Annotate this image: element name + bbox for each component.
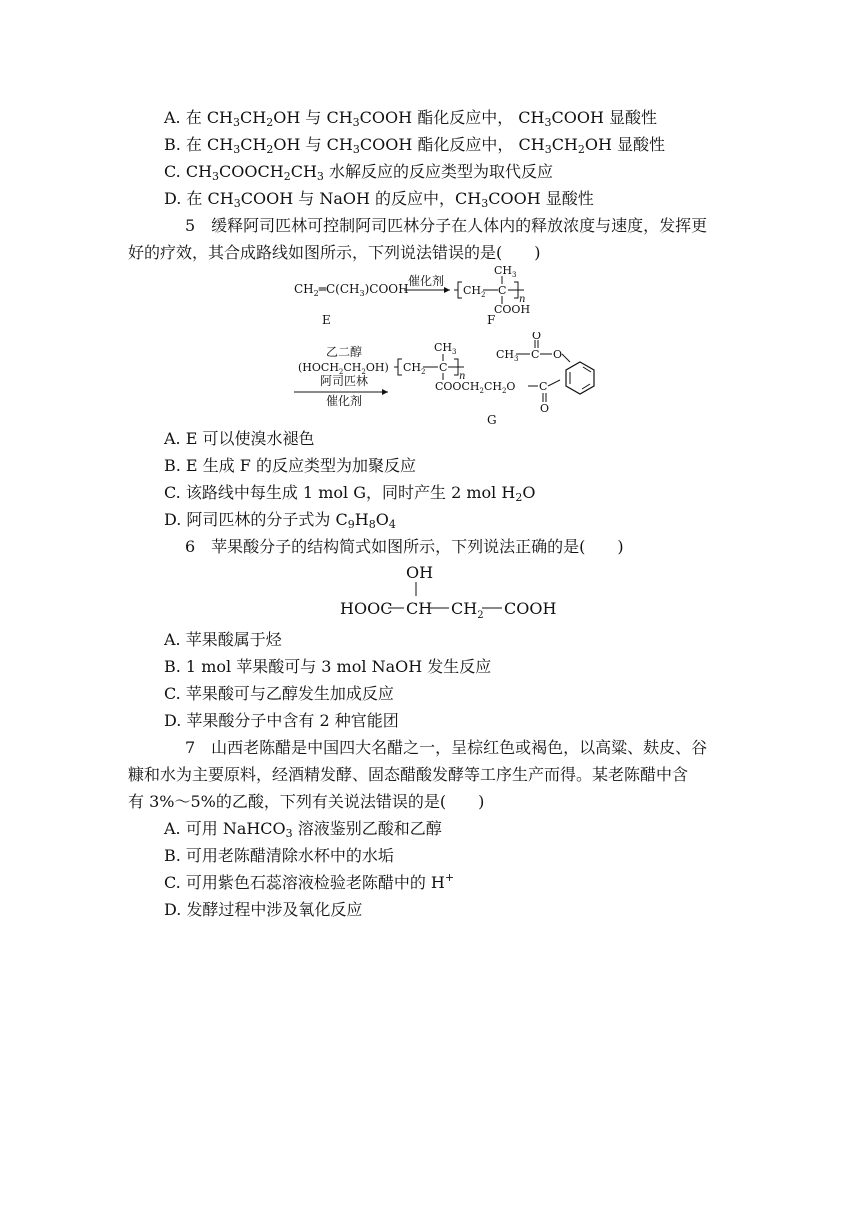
g-ch3: $CH_3$ — [434, 341, 457, 356]
f-ch3: $CH_3$ — [494, 264, 517, 279]
prev-option-b: B. 在 $CH_3CH_2OH$ 与 $CH_3COOH$ 酯化反应中， $CH_3CH_2OH$ 显酸性 — [164, 135, 666, 156]
arrow1-label: 催化剂 — [408, 274, 445, 288]
prev-option-a: A. 在 $CH_3CH_2OH$ 与 $CH_3COOH$ 酯化反应中， $CH_3COOH$ 显酸性 — [164, 108, 658, 129]
g-carbonyl-c: C — [539, 380, 548, 393]
q7-option-a: A. 可用 NaHCO$_3$ 溶液鉴别乙酸和乙醇 — [164, 819, 442, 840]
prev-option-c: C. $CH_3COOCH_2CH_3$ 水解反应的反应类型为取代反应 — [164, 162, 554, 183]
malic-ch2: $CH_2$ — [451, 599, 484, 621]
reaction-scheme-e-to-f — [290, 262, 570, 332]
q6-option-d: D. 苹果酸分子中含有 2 种官能团 — [164, 711, 399, 730]
malic-hooc: HOOC — [340, 599, 393, 618]
prev-option-d: D. 在 $CH_3COOH$ 与 NaOH 的反应中，$CH_3COOH$ 显酸性 — [164, 189, 594, 210]
reagent-catalyst: 催化剂 — [326, 394, 363, 408]
q7-option-c: C. 可用紫色石蕊溶液检验老陈醋中的 H+ — [164, 871, 455, 892]
f-c: C — [498, 284, 507, 297]
malic-oh: OH — [406, 563, 434, 582]
g-acetyl-ch3: $CH_3$ — [496, 348, 519, 363]
f-cooh: COOH — [494, 303, 531, 316]
q5-stem-line1: 5 缓释阿司匹林可控制阿司匹林分子在人体内的释放浓度与速度，发挥更 — [185, 216, 708, 235]
g-ester-chain: $COOCH_2CH_2O$ — [435, 380, 516, 395]
reagent-ethylene-glycol: 乙二醇 — [326, 345, 363, 359]
malic-ch: CH — [406, 599, 433, 618]
q5-option-c: C. 该路线中每生成 1 mol G，同时产生 2 mol $H_2O$ — [164, 483, 536, 504]
reagent-aspirin: 阿司匹林 — [320, 374, 369, 388]
f-n: n — [519, 294, 526, 305]
q6-option-a: A. 苹果酸属于烃 — [164, 630, 282, 649]
reagent-formula: $(HOCH_2CH_2OH)$ — [298, 361, 389, 376]
compound-e-formula: $CH_2═C(CH_3)COOH$ — [294, 282, 409, 298]
g-acetyl-o: O — [553, 348, 563, 361]
label-f: F — [487, 313, 496, 327]
q5-option-d: D. 阿司匹林的分子式为 $C_9H_8O_4$ — [164, 510, 396, 531]
g-acetyl-c: C — [531, 348, 540, 361]
q5-option-b: B. E 生成 F 的反应类型为加聚反应 — [164, 456, 416, 475]
malic-acid-structure — [336, 560, 566, 624]
g-ch2: $CH_2$ — [403, 361, 426, 376]
malic-cooh: COOH — [504, 599, 557, 618]
g-acetyl-o-top: O — [532, 332, 542, 342]
q6-option-c: C. 苹果酸可与乙醇发生加成反应 — [164, 684, 394, 703]
reaction-scheme-f-to-g — [290, 332, 610, 430]
q7-stem-line2: 糠和水为主要原料，经酒精发酵、固态醋酸发酵等工序生产而得。某老陈醋中含 — [128, 765, 689, 784]
g-carbonyl-o: O — [540, 402, 550, 415]
q7-stem-line1: 7 山西老陈醋是中国四大名醋之一，呈棕红色或褐色，以高粱、麸皮、谷 — [185, 738, 708, 757]
f-ch2: $CH_2$ — [463, 284, 486, 299]
q7-option-b: B. 可用老陈醋清除水杯中的水垢 — [164, 846, 394, 865]
q5-stem-line2: 好的疗效，其合成路线如图所示，下列说法错误的是( ) — [128, 243, 541, 262]
g-n: n — [459, 371, 466, 382]
q7-option-d: D. 发酵过程中涉及氧化反应 — [164, 900, 363, 919]
q6-stem: 6 苹果酸分子的结构简式如图所示，下列说法正确的是( ) — [185, 537, 624, 556]
q5-option-a: A. E 可以使溴水褪色 — [164, 429, 315, 448]
q6-option-b: B. 1 mol 苹果酸可与 3 mol NaOH 发生反应 — [164, 657, 492, 676]
label-e: E — [322, 313, 331, 327]
label-g: G — [487, 413, 497, 427]
g-c: C — [439, 361, 448, 374]
q7-stem-line3: 有 3%～5%的乙酸，下列有关说法错误的是( ) — [128, 792, 485, 811]
